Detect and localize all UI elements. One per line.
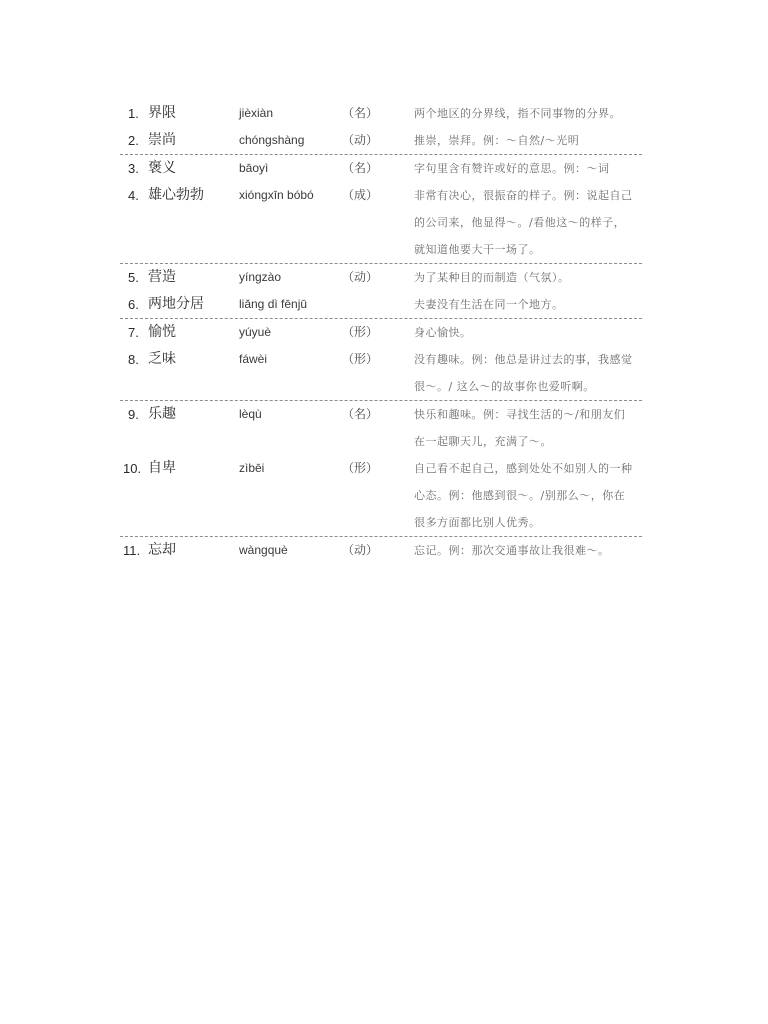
entry-definition: 身心愉快。 <box>414 326 472 339</box>
entry-part-of-speech: （动） <box>342 270 379 284</box>
entry-part-of-speech: （形） <box>342 461 379 475</box>
entry-definition-continued: 很～。/ 这么～的故事你也爱听啊。 <box>414 380 595 393</box>
vocabulary-list <box>120 100 642 564</box>
entry-pinyin: jièxiàn <box>239 106 274 120</box>
entry-word: 乏味 <box>148 351 176 367</box>
entry-definition-continued: 很多方面都比别人优秀。 <box>414 516 541 529</box>
entry-pinyin: chóngshàng <box>239 133 305 147</box>
entry-pinyin: fáwèi <box>239 352 268 366</box>
entry-number: 5. <box>128 270 139 285</box>
entry-group <box>120 154 642 263</box>
entry-definition: 没有趣味。例：他总是讲过去的事，我感觉 <box>414 353 633 366</box>
entry-pinyin: lèqù <box>239 407 262 421</box>
vocab-entry <box>120 401 642 428</box>
entry-number: 11. <box>123 543 141 558</box>
entry-definition: 自己看不起自己，感到处处不如别人的一种 <box>414 462 633 475</box>
entry-word: 界限 <box>148 105 176 121</box>
entry-word: 褒义 <box>148 160 176 176</box>
entry-number: 10. <box>123 461 142 476</box>
entry-definition: 为了某种目的而制造（气氛）。 <box>414 271 570 284</box>
vocab-entry <box>120 319 642 346</box>
entry-part-of-speech: （名） <box>342 161 379 175</box>
entry-definition: 忘记。例：那次交通事故让我很难～。 <box>414 544 610 557</box>
entry-pinyin: wàngquè <box>239 543 288 557</box>
entry-group <box>120 100 642 154</box>
vocab-entry <box>120 455 642 482</box>
entry-word: 两地分居 <box>148 296 204 312</box>
entry-pinyin: liǎng dì fēnjū <box>239 297 308 311</box>
entry-definition: 快乐和趣味。例：寻找生活的～/和朋友们 <box>414 408 626 421</box>
vocab-entry <box>120 291 642 318</box>
entry-part-of-speech: （名） <box>342 106 379 120</box>
entry-number: 9. <box>128 407 139 422</box>
entry-definition-continued: 在一起聊天儿，充满了～。 <box>414 435 552 448</box>
entry-word: 忘却 <box>148 542 176 558</box>
entry-part-of-speech: （名） <box>342 407 379 421</box>
vocab-entry <box>120 127 642 154</box>
entry-word: 乐趣 <box>148 406 176 422</box>
entry-number: 4. <box>128 188 139 203</box>
vocab-entry <box>120 182 642 209</box>
entry-number: 8. <box>128 352 139 367</box>
entry-pinyin: xióngxīn bóbó <box>239 188 314 202</box>
entry-group <box>120 318 642 400</box>
entry-part-of-speech: （形） <box>342 325 379 339</box>
vocab-entry <box>120 264 642 291</box>
entry-number: 2. <box>128 133 139 148</box>
entry-definition: 非常有决心，很振奋的样子。例：说起自己 <box>414 189 633 202</box>
entry-word: 崇尚 <box>148 132 176 148</box>
entry-word: 营造 <box>148 269 176 285</box>
entry-pinyin: yíngzào <box>239 270 282 284</box>
entry-pinyin: zìbēi <box>239 461 265 475</box>
entry-number: 7. <box>128 325 139 340</box>
vocab-entry <box>120 346 642 373</box>
entry-part-of-speech: （成） <box>342 188 379 202</box>
entry-definition: 夫妻没有生活在同一个地方。 <box>414 298 564 311</box>
entry-definition-continued: 的公司来，他显得～。/看他这～的样子， <box>414 216 626 229</box>
entry-group <box>120 536 642 564</box>
entry-definition: 推崇，崇拜。例：～自然/～光明 <box>414 134 580 147</box>
entry-pinyin: bāoyì <box>239 161 269 175</box>
entry-group <box>120 263 642 318</box>
entry-word: 愉悦 <box>148 324 176 340</box>
vocab-entry <box>120 155 642 182</box>
entry-definition: 字句里含有赞许或好的意思。例：～词 <box>414 162 610 175</box>
entry-group <box>120 400 642 536</box>
entry-number: 6. <box>128 297 139 312</box>
entry-number: 1. <box>128 106 139 121</box>
vocab-entry <box>120 537 642 564</box>
entry-word: 雄心勃勃 <box>148 187 204 203</box>
entry-definition-continued: 心态。例：他感到很～。/别那么～，你在 <box>414 489 626 502</box>
entry-number: 3. <box>128 161 139 176</box>
entry-word: 自卑 <box>148 460 176 476</box>
entry-definition: 两个地区的分界线，指不同事物的分界。 <box>414 107 621 120</box>
entry-pinyin: yúyuè <box>239 325 272 339</box>
entry-part-of-speech: （形） <box>342 352 379 366</box>
entry-part-of-speech: （动） <box>342 543 379 557</box>
entry-part-of-speech: （动） <box>342 133 379 147</box>
vocab-entry <box>120 100 642 127</box>
entry-definition-continued: 就知道他要大干一场了。 <box>414 243 541 256</box>
